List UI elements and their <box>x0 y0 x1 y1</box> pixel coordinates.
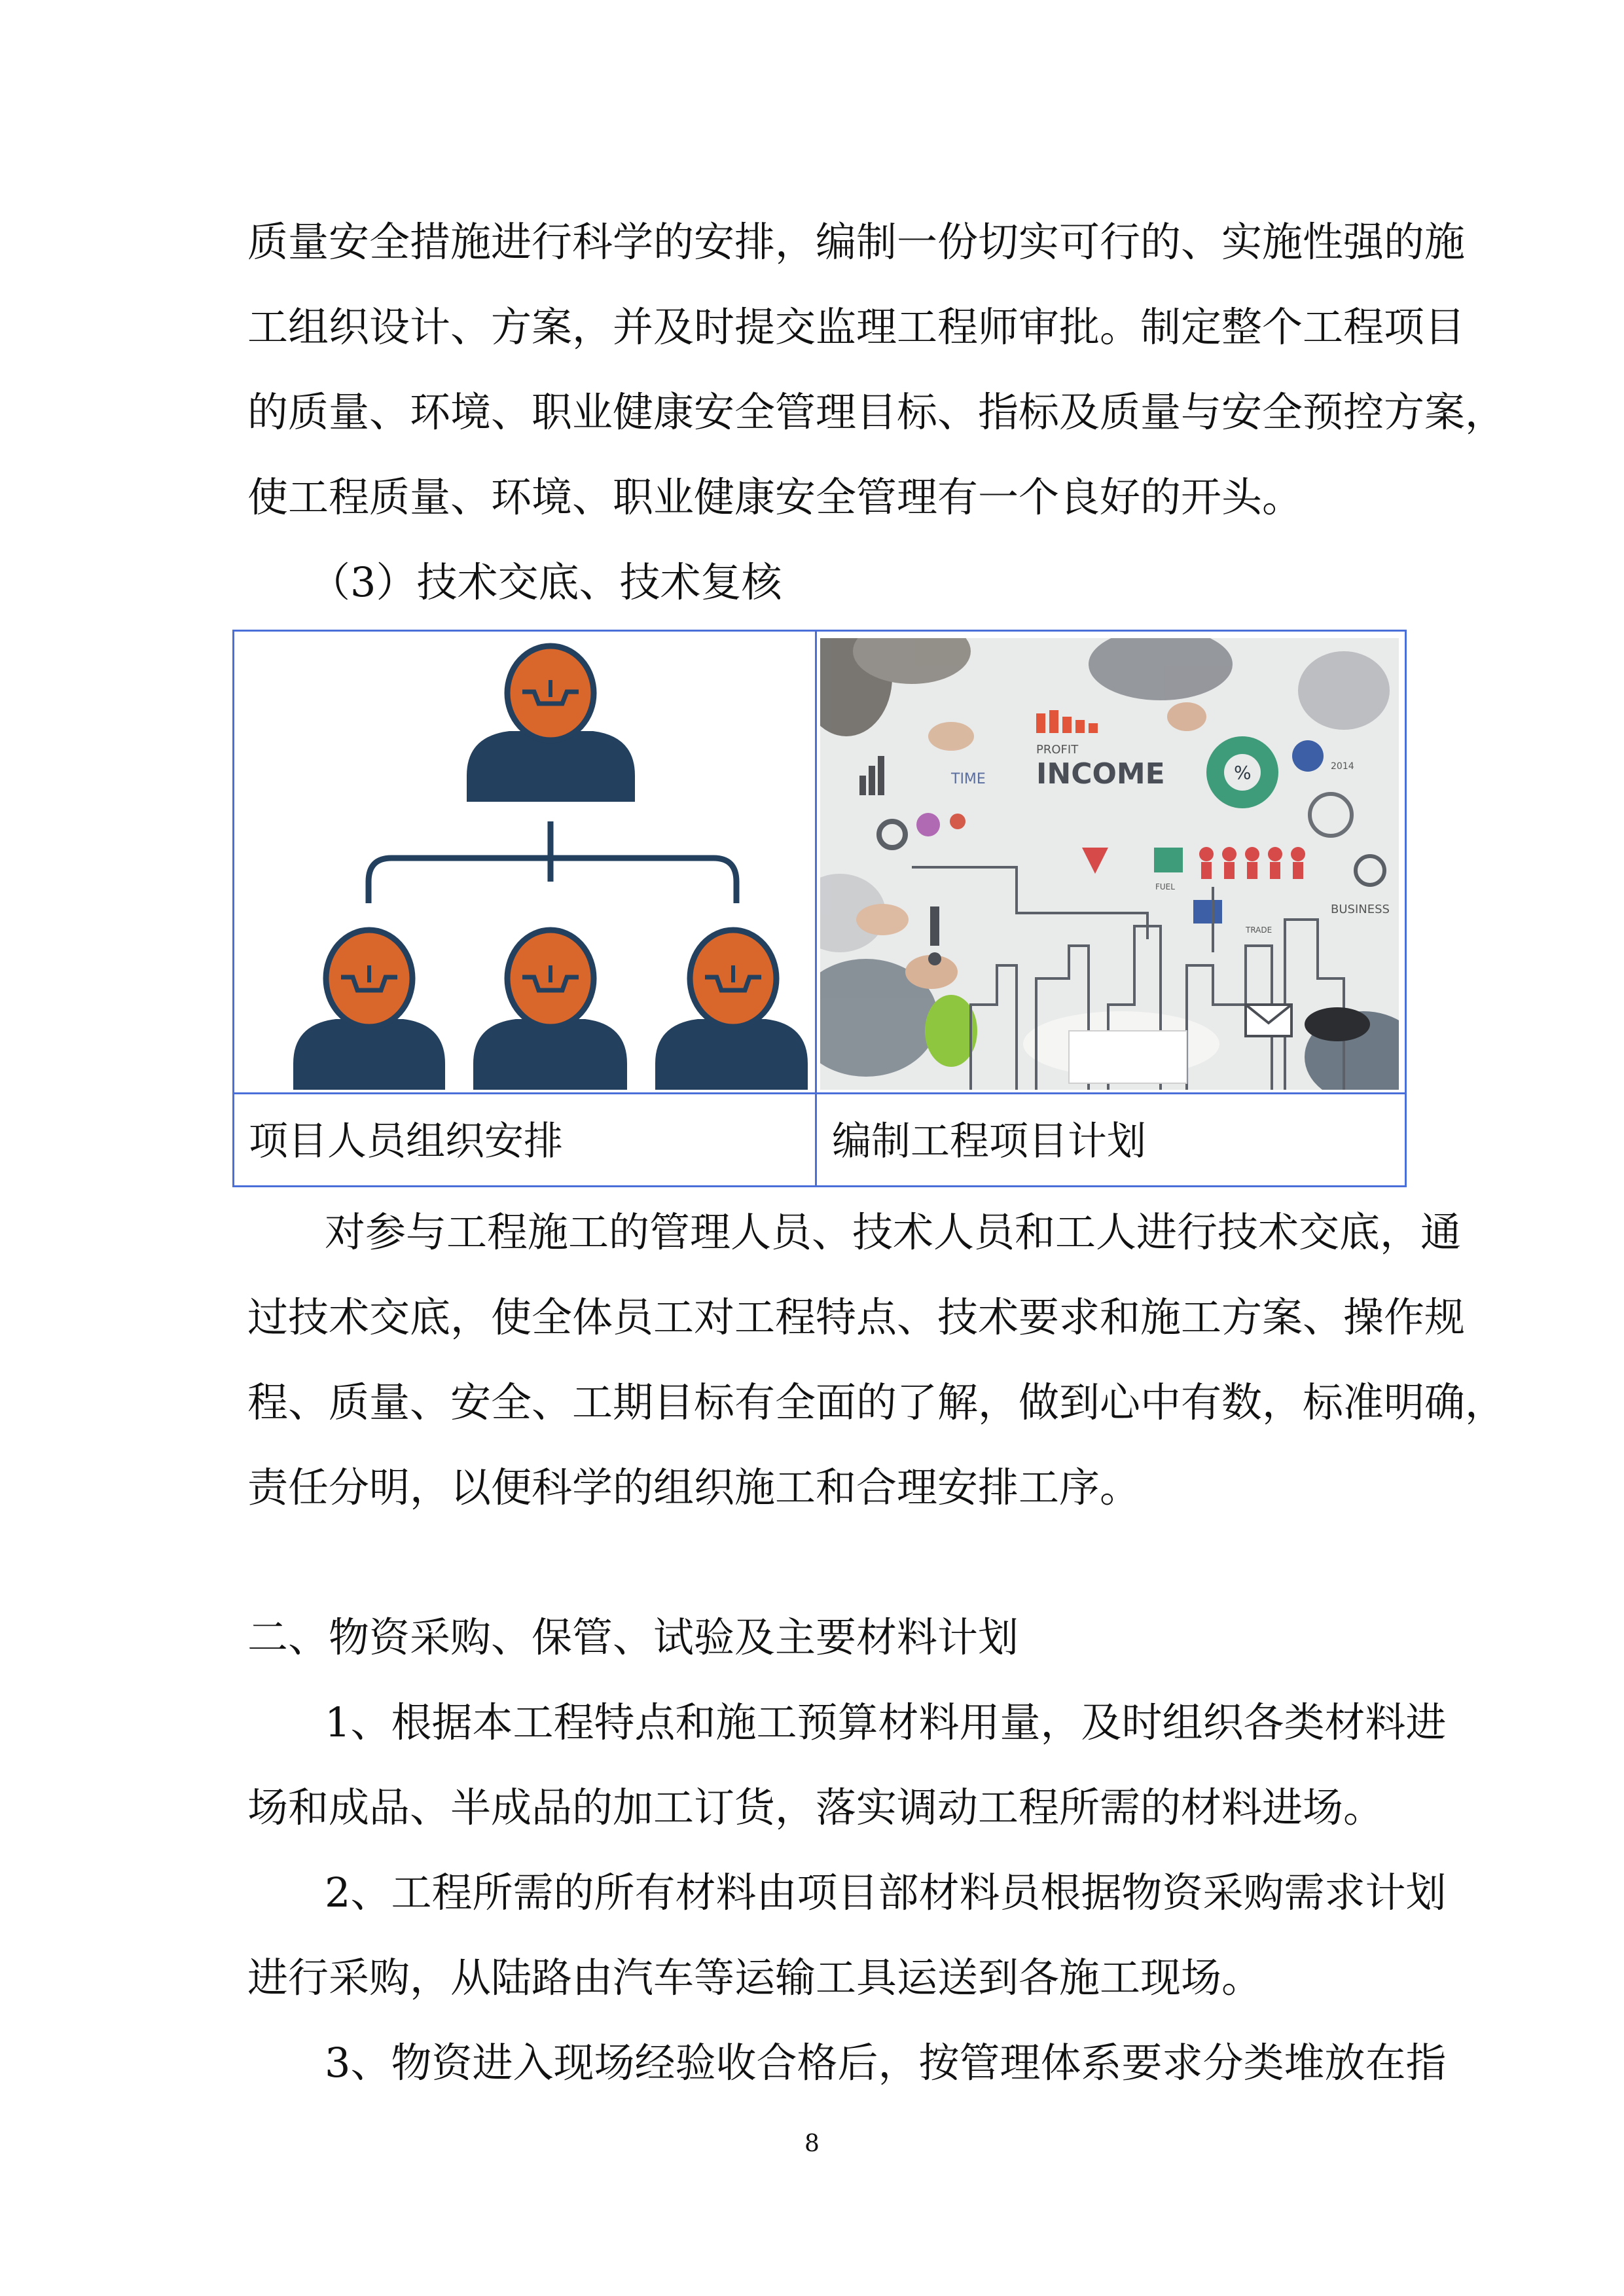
text-line: 责任分明，以便科学的组织施工和合理安排工序。 <box>247 1463 1141 1511</box>
table-divider-vertical <box>815 632 817 1185</box>
profit-label: PROFIT <box>1036 743 1079 757</box>
text-line: 进行采购，从陆路由汽车等运输工具运送到各施工现场。 <box>247 1954 1263 2001</box>
income-label: INCOME <box>1036 757 1165 791</box>
text-line: 工组织设计、方案，并及时提交监理工程师审批。制定整个工程项目 <box>247 303 1466 351</box>
figure-table <box>232 630 1407 1187</box>
text-line: 对参与工程施工的管理人员、技术人员和工人进行技术交底，通 <box>325 1208 1462 1256</box>
briefcase-icon <box>1193 900 1222 924</box>
paragraph-tech-briefing <box>247 1190 1506 1530</box>
text-line: 过技术交底，使全体员工对工程特点、技术要求和施工方案、操作规 <box>247 1293 1466 1341</box>
section-heading-materials <box>247 1595 1390 1680</box>
world-map-icon <box>1305 1007 1370 1041</box>
fuel-label: FUEL <box>1155 882 1175 891</box>
page-number: 8 <box>804 2130 820 2157</box>
caption-project-plan: 编制工程项目计划 <box>832 1119 1146 1164</box>
envelope-icon <box>1246 1005 1291 1036</box>
text-line: 3、物资进入现场经验收合格后，按管理体系要求分类堆放在指 <box>325 2039 1447 2087</box>
notebook-icon <box>1069 1031 1187 1083</box>
pie-chart-icon <box>1206 736 1278 808</box>
subheading-text: （3）技术交底、技术复核 <box>310 558 782 606</box>
exclamation-icon <box>928 906 941 965</box>
time-label: TIME <box>951 771 986 787</box>
project-plan-image <box>820 638 1399 1090</box>
text-line: 使工程质量、环境、职业健康安全管理有一个良好的开头。 <box>247 473 1303 521</box>
org-chart-image <box>241 638 810 1090</box>
trade-label: TRADE <box>1246 925 1272 935</box>
project-plan-illustration <box>820 638 1399 1090</box>
table-divider-horizontal <box>234 1092 1405 1094</box>
text-line: 程、质量、安全、工期目标有全面的了解，做到心中有数，标准明确， <box>247 1378 1506 1426</box>
text-line: 的质量、环境、职业健康安全管理目标、指标及质量与安全预控方案， <box>247 388 1506 436</box>
blue-dot-icon <box>1292 740 1324 772</box>
text-line: 场和成品、半成品的加工订货，落实调动工程所需的材料进场。 <box>247 1784 1384 1831</box>
business-label: BUSINESS <box>1331 903 1390 916</box>
caption-org-arrangement: 项目人员组织安排 <box>249 1119 563 1164</box>
subheading-tech-briefing <box>247 540 1390 625</box>
text-line: 质量安全措施进行科学的安排，编制一份切实可行的、实施性强的施 <box>247 218 1466 266</box>
org-chart-illustration <box>241 638 810 1090</box>
paragraph-quality-safety <box>247 200 1506 540</box>
section-heading-text: 二、物资采购、保管、试验及主要材料计划 <box>247 1613 1019 1661</box>
text-line: 2、工程所需的所有材料由项目部材料员根据物资采购需求计划 <box>325 1869 1447 1916</box>
material-items <box>247 1680 1447 2106</box>
text-line: 1、根据本工程特点和施工预算材料用量，及时组织各类材料进 <box>325 1698 1447 1746</box>
percent-label: % <box>1234 762 1252 783</box>
year-label: 2014 <box>1331 761 1354 772</box>
